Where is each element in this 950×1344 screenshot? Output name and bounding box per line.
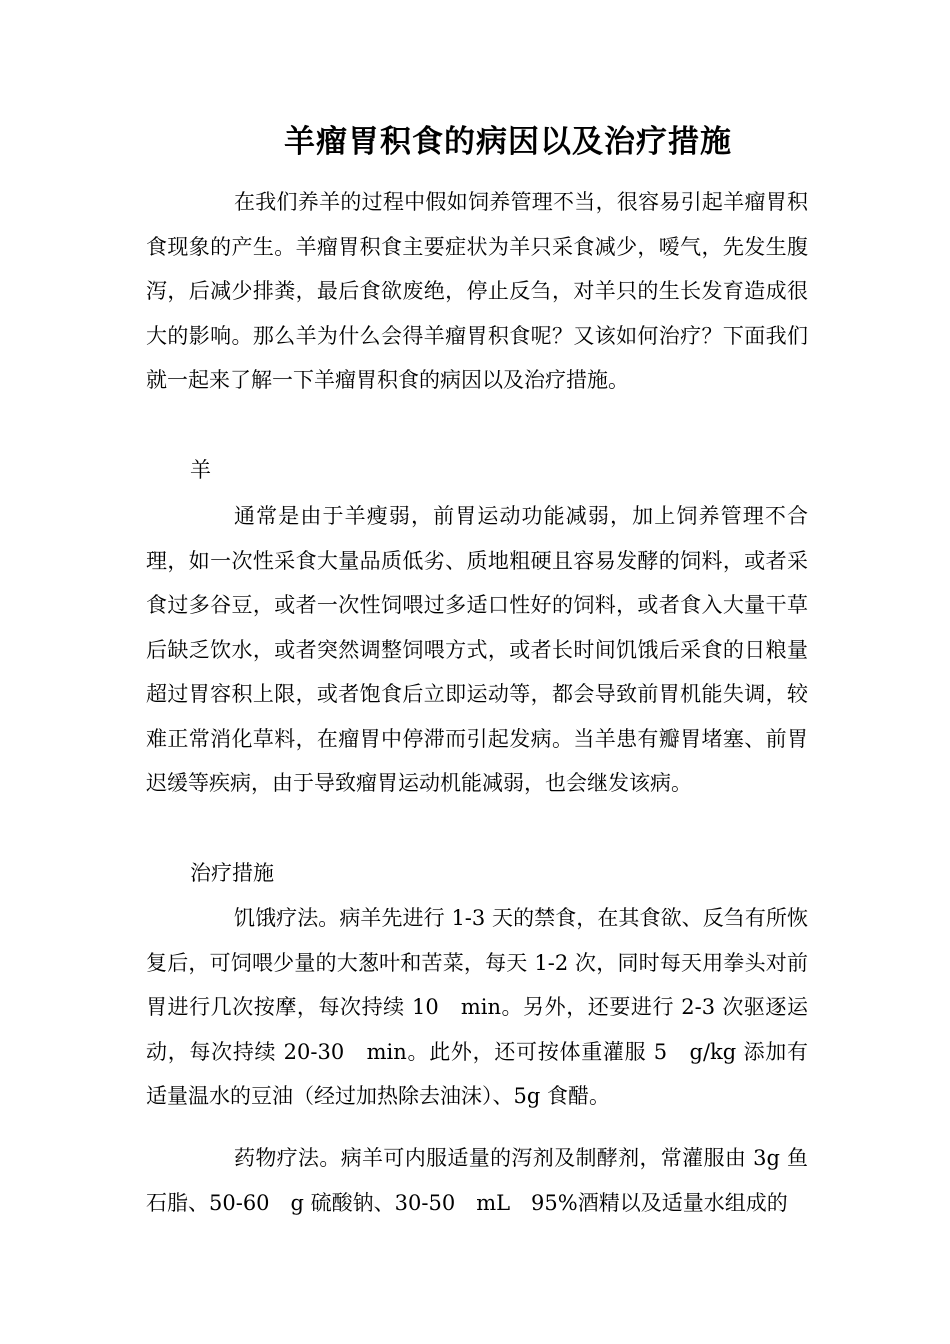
section-heading-cause: 羊 [190,458,211,482]
document-title: 羊瘤胃积食的病因以及治疗措施 [284,124,732,160]
section-heading-treatment: 治疗措施 [190,861,274,885]
cause-paragraph: 通常是由于羊瘦弱，前胃运动功能减弱，加上饲养管理不合理，如一次性采食大量品质低劣、质地粗硬且容易发酵的饲料，或者采食过多谷豆，或者一次性饲喂过多适口性好的饲料，或者食入大量干草后缺乏饮水，或者突然调整饲喂方式，或者长时间饥饿后采食的日粮量超过胃容积上限，或者饱食后立即运动等，都会导致前胃机能失调，较难正常消化草料，在瘤胃中停滞而引起发病。当羊患有瓣胃堵塞、前胃迟缓等疾病，由于导致瘤胃运动机能减弱，也会继发该病。 [146,504,808,795]
treatment-paragraph-medicine: 药物疗法。病羊可内服适量的泻剂及制酵剂，常灌服由 3g 鱼石脂、50-60 g 硫酸钠、30-50 mL 95%酒精以及适量水组成的 [146,1146,808,1215]
treatment-paragraph-starvation: 饥饿疗法。病羊先进行 1-3 天的禁食，在其食欲、反刍有所恢复后，可饲喂少量的大葱叶和苦菜，每天 1-2 次，同时每天用拳头对前胃进行几次按摩，每次持续 10 min。另外，还要进行 2-3 次驱逐运动，每次持续 20-30 min。此外，还可按体重灌服 5 g/kg 添加有适量温水的豆油（经过加热除去油沫）、5g 食醋。 [146,906,808,1108]
intro-paragraph: 在我们养羊的过程中假如饲养管理不当，很容易引起羊瘤胃积食现象的产生。羊瘤胃积食主要症状为羊只采食减少，嗳气，先发生腹泻，后减少排粪，最后食欲废绝，停止反刍，对羊只的生长发育造成很大的影响。那么羊为什么会得羊瘤胃积食呢？又该如何治疗？下面我们就一起来了解一下羊瘤胃积食的病因以及治疗措施。 [146,190,808,392]
